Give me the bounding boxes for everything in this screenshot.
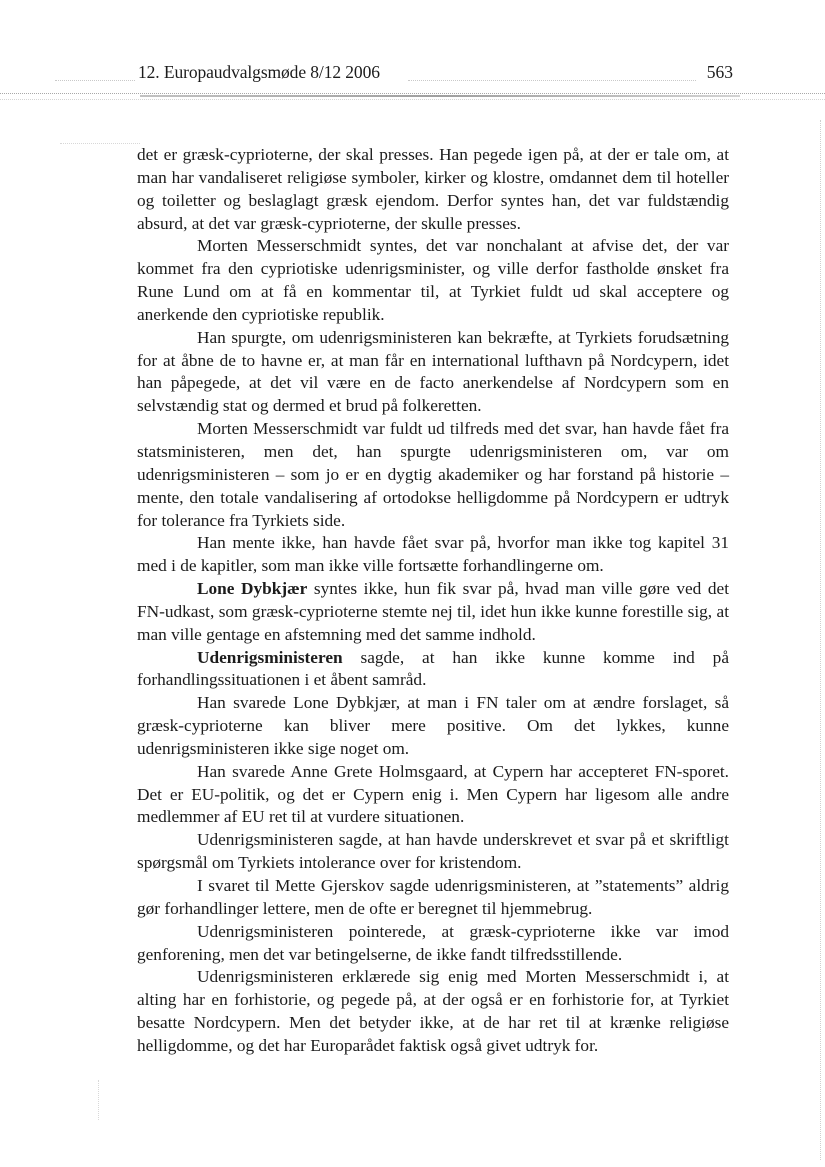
paragraph-text: Udenrigsministeren pointerede, at græsk-cyprioterne ikke var imod genforening, men det var betingelserne, de ikke fandt tilfredsstillende. bbox=[137, 921, 729, 964]
paragraph-text: Morten Messerschmidt syntes, det var nonchalant at afvise det, der var kommet fra den cypriotiske udenrigsminister, og ville derfor fastholde ønsket fra Rune Lund om at få en kommentar til, at Tyrkiet fuldt ud skal acceptere og anerkende den cypriotiske republik. bbox=[137, 236, 729, 324]
paragraph-text: Han spurgte, om udenrigsministeren kan bekræfte, at Tyrkiets forudsætning for at åbne de to havne er, at man får en international lufthavn på Nordcypern, idet han påpegede, at det vil være en de facto anerkendelse af Nordcypern som en selvstændig stat og dermed et brud på folkeretten. bbox=[137, 327, 729, 416]
paragraph bbox=[137, 144, 729, 235]
paragraph bbox=[137, 761, 729, 830]
paragraph bbox=[137, 692, 729, 761]
paragraph bbox=[137, 578, 729, 647]
paragraph-text: Morten Messerschmidt var fuldt ud tilfreds med det svar, han havde fået fra statsministeren, men det, han spurgte udenrigsministeren om, var om udenrigsministeren – som jo er en dygtig akademiker og har forstand på historie – mente, den totale vandalisering af ortodokse helligdomme på Nordcypern er udtryk for tolerance fra Tyrkiets side. bbox=[137, 419, 729, 530]
paragraph bbox=[137, 327, 729, 418]
header-rule bbox=[140, 95, 740, 97]
header-rule bbox=[0, 93, 825, 94]
paragraph bbox=[137, 829, 729, 875]
paragraph bbox=[137, 921, 729, 967]
paragraph bbox=[137, 418, 729, 532]
paragraph-text: I svaret til Mette Gjerskov sagde udenrigsministeren, at ”statements” aldrig gør forhandlinger lettere, men de ofte er beregnet til hjemmebrug. bbox=[137, 876, 729, 918]
paragraph-text: Udenrigsministeren erklærede sig enig med Morten Messerschmidt i, at alting har en forhistorie, og pegede på, at der også er en forhistorie for, at Tyrkiet besatte Nordcypern. Men det betyder ikke, at de har ret til at krænke religiøse helligdomme, og det har Europarådet faktisk også givet udtryk for. bbox=[137, 967, 729, 1055]
scan-artifact bbox=[60, 143, 140, 144]
paragraph bbox=[137, 966, 729, 1057]
paragraph-text: Han mente ikke, han havde fået svar på, hvorfor man ikke tog kapitel 31 med i de kapitler, som man ikke ville fortsætte forhandlingerne om. bbox=[137, 533, 729, 576]
speaker-name: Udenrigsministeren bbox=[197, 647, 343, 667]
paragraph-text: Han svarede Anne Grete Holmsgaard, at Cypern har accepteret FN-sporet. Det er EU-politik, og det er Cypern enig i. Men Cypern har ligesom alle andre medlemmer af EU ret til at vurdere situationen. bbox=[137, 761, 729, 827]
header-rule bbox=[0, 99, 825, 100]
body-text bbox=[137, 144, 729, 1058]
paragraph-text: Udenrigsministeren sagde, at han havde underskrevet et svar på et skriftligt spørgsmål om Tyrkiets intolerance over for kristendom. bbox=[137, 830, 729, 873]
paragraph bbox=[137, 647, 729, 693]
paragraph-text: sagde, at han ikke kunne komme ind på forhandlingssituationen i et åbent samråd. bbox=[137, 647, 729, 690]
scan-artifact bbox=[98, 1080, 99, 1120]
page-number: 563 bbox=[706, 62, 733, 82]
page-header bbox=[138, 62, 733, 88]
scan-artifact bbox=[820, 120, 821, 1160]
header-title: 12. Europaudvalgsmøde 8/12 2006 bbox=[138, 62, 380, 82]
paragraph bbox=[137, 235, 729, 326]
dotted-leader bbox=[408, 80, 696, 81]
paragraph-text: syntes ikke, hun fik svar på, hvad man ville gøre ved det FN-udkast, som græsk-cyprioterne stemte nej til, idet hun ikke kunne forestille sig, at man ville gentage en afstemning med det samme indhold. bbox=[137, 579, 729, 644]
paragraph-text: det er græsk-cyprioterne, der skal presses. Han pegede igen på, at der er tale om, at man har vandaliseret religiøse symboler, kirker og klostre, omdannet dem til hoteller og toiletter og beslaglagt græsk ejendom. Derfor syntes han, det var fuldstændig absurd, at det var græsk-cyprioterne, der skulle presses. bbox=[137, 145, 729, 233]
paragraph bbox=[137, 875, 729, 921]
speaker-name: Lone Dybkjær bbox=[197, 579, 308, 599]
paragraph bbox=[137, 532, 729, 578]
dotted-leader bbox=[55, 80, 135, 81]
paragraph-text: Han svarede Lone Dybkjær, at man i FN taler om at ændre forslaget, så græsk-cyprioterne kan bliver mere positive. Om det lykkes, kunne udenrigsministeren ikke sige noget om. bbox=[137, 693, 729, 758]
